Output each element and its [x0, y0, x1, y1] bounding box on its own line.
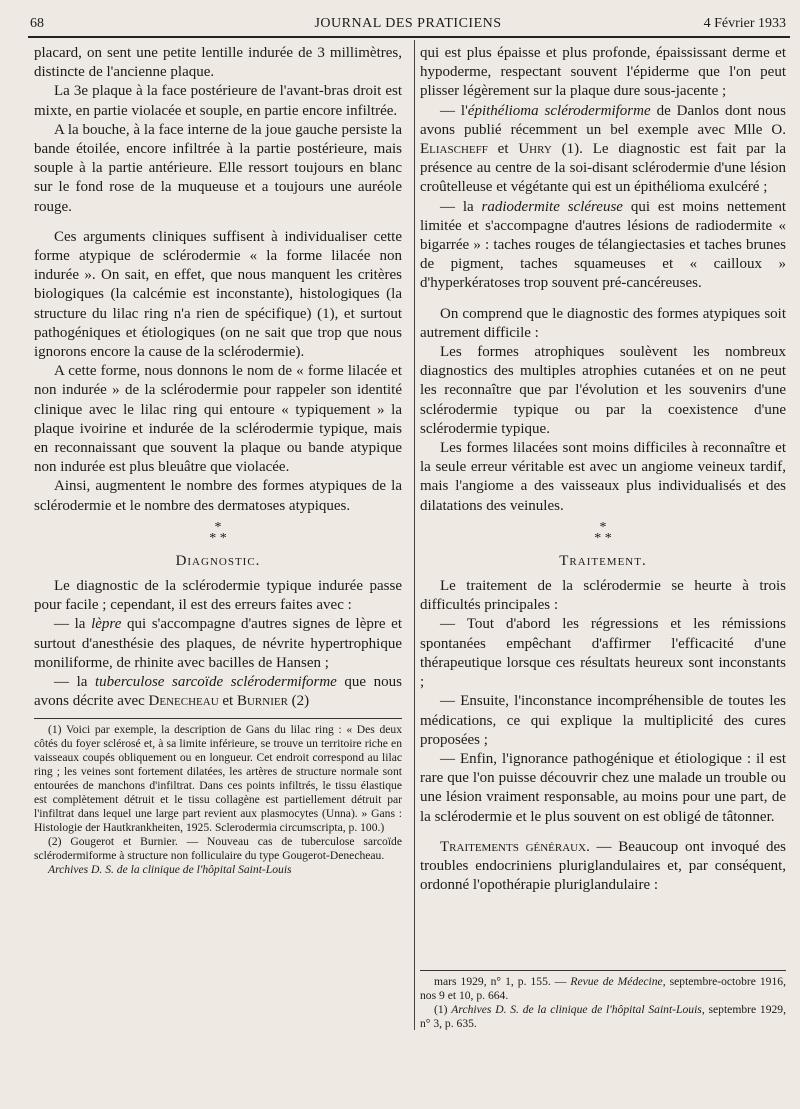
paragraph: Les formes lilacées sont moins difficiles à reconnaître et la seule erreur véritable est avec un angiome veineux tardif, mais l'angiome a des vaisseaux plus individualisés et des dilatations des veinules.	[420, 440, 786, 514]
paragraph: — la lèpre qui s'accompagne d'autres signes de lèpre et surtout d'anesthésie des plaques, de névrite hypertrophique moniliforme, de rhinite avec bacilles de Hansen ;	[34, 616, 402, 671]
column-divider	[414, 40, 415, 1030]
paragraph: — Tout d'abord les régressions et les rémissions spontanées empêchant d'affirmer l'efficacité d'une thérapeutique lorsque ces résultats heureux sont inconstants ;	[420, 616, 786, 691]
footnote: (1) Voici par exemple, la description de Gans du lilac ring : « Des deux côtés du foyer sclérosé et, à sa limite inférieure, se trouve un territoire riche en vaisseaux coupés obliquement ou en longueur. Cet endroit correspond au lilac ring ; les veines sont fortement dilatées, les artères de structure normale sont entourées de manchons d'infiltrat. Dans ces points infiltrés, le tissu élastique est complètement détruit et le tissu collagène est partiellement détruit par l'infiltrat dans lequel une large part revient aux plasmocytes (Unna). » Gans : Histologie der Hautkrankheiten, 1925. Sclerodermia circumscripta, p. 100.)	[34, 722, 402, 834]
paragraph: A cette forme, nous donnons le nom de « forme lilacée et non indurée » de la sclérodermie pour rappeler son identité clinique avec le lilac ring qui entoure « typiquement » la plaque ivoirine et indurée de la sclérodermie typique, mais en reconnaissant que souvent la plaque ou bande atypique non indurée est plus bleuâtre que violacée.	[34, 363, 402, 476]
paragraph: Les formes atrophiques soulèvent les nombreux diagnostics des multiples atrophies cutanées et on ne peut les reconnaître que par l'évolution et les souvenirs d'une sclérodermie typique ou par la coexistence d'une sclérodermie typique.	[420, 344, 786, 437]
paragraph: — Enfin, l'ignorance pathogénique et étiologique : il est rare que l'on puisse découvrir chez une malade un trouble ou une lésion vraiment responsable, au moins pour une part, de la sclérodermie et le plus souvent on est obligé de tâtonner.	[420, 750, 786, 825]
paragraph: — l'épithélioma sclérodermiforme de Danlos dont nous avons publié récemment un bel exemple avec Mlle O. Eliascheff et Uhry (1). Le diagnostic est fait par la présence au centre de la soi-disant sclérodermie d'une lésion croûtelleuse et végétante qui est un épithélioma exulcéré ;	[420, 102, 786, 196]
footnote: Archives D. S. de la clinique de l'hôpital Saint-Louis	[48, 862, 292, 876]
paragraph: Le diagnostic de la sclérodermie typique indurée passe pour facile ; cependant, il est des erreurs faites avec :	[34, 578, 402, 614]
page-number: 68	[30, 16, 44, 31]
footnote: (1) Archives D. S. de la clinique de l'hôpital Saint-Louis, septembre 1929, n° 3, p. 635.	[420, 1003, 786, 1030]
paragraph: A la bouche, à la face interne de la joue gauche persiste la bande étoilée, encore infiltrée à la partie postérieure, mais souple à la partie antérieure. Elle ressort toujours en blanc sur le fond rose de la muqueuse et a toujours une auréole rouge.	[34, 121, 402, 215]
footnote: mars 1929, n° 1, p. 155. — Revue de Médecine, septembre-octobre 1916, nos 9 et 10, p. 664.	[420, 975, 786, 1002]
paragraph: qui est plus épaisse et plus profonde, épaississant derme et hypoderme, respectant souvent l'épiderme que l'on peut plisser légèrement sur la plaque dure sous-jacente ;	[420, 45, 786, 100]
left-column	[34, 44, 402, 877]
paragraph: — Ensuite, l'inconstance incompréhensible de toutes les médications, ce qui explique la multiplicité des cures proposées ;	[420, 693, 786, 748]
paragraph: Ces arguments cliniques suffisent à individualiser cette forme atypique de sclérodermie « la forme lilacée non indurée ». On sait, en effet, que nous manquent les critères biologiques (la calcémie est inconstante), histologiques (la structure du lilac ring n'a rien de spécifique) (1), et surtout pathogéniques et étiologiques (on ne sait que trop que nous ignorons encore la cause de la sclérodermie).	[34, 228, 402, 361]
running-header	[30, 14, 786, 36]
paragraph: La 3e plaque à la face postérieure de l'avant-bras droit est mixte, en partie violacée et souple, en partie encore infiltrée.	[34, 83, 402, 119]
paragraph: — la tuberculose sarcoïde sclérodermiforme que nous avons décrite avec Denecheau et Burnier (2)	[34, 674, 403, 710]
paragraph: Ainsi, augmentent le nombre des formes atypiques de la sclérodermie et le nombre des dermatoses atypiques.	[34, 478, 402, 514]
paragraph: On comprend que le diagnostic des formes atypiques soit autrement difficile :	[420, 305, 786, 341]
section-heading-traitement: Traitement.	[559, 552, 647, 569]
paragraph: placard, on sent une petite lentille indurée de 3 millimètres, distincte de l'ancienne plaque.	[34, 45, 402, 81]
section-ornament: * * *	[209, 519, 227, 546]
section-heading-diagnostic: Diagnostic.	[175, 552, 261, 569]
paragraph: Traitements généraux. — Beaucoup ont invoqué des troubles endocriniens pluriglandulaires et, par conséquent, ordonné l'opothérapie pluriglandulaire :	[420, 838, 786, 894]
paragraph: — la radiodermite scléreuse qui est moins nettement limitée et s'accompagne d'autres lésions de radiodermite « bigarrée » : taches rouges de télangiectasies et taches brunes de pigment, taches squameuses et « cailloux » d'hyperkératoses trop souvent pré-cancéreuses.	[420, 198, 786, 292]
right-footnotes	[420, 964, 786, 1031]
footnote-rule	[420, 970, 786, 971]
journal-title: JOURNAL DES PRATICIENS	[314, 16, 502, 31]
paragraph: Le traitement de la sclérodermie se heurte à trois difficultés principales :	[420, 578, 786, 614]
footnotes	[34, 723, 402, 877]
footnote: (2) Gougerot et Burnier. — Nouveau cas de tuberculose sarcoïde sclérodermiforme à structure non folliculaire du type Gougerot-Denecheau.	[34, 834, 402, 862]
issue-date: 4 Février 1933	[703, 16, 786, 31]
footnote-rule	[34, 718, 402, 719]
header-rule	[28, 36, 790, 38]
right-column	[420, 44, 786, 895]
section-ornament: * * *	[594, 519, 612, 546]
